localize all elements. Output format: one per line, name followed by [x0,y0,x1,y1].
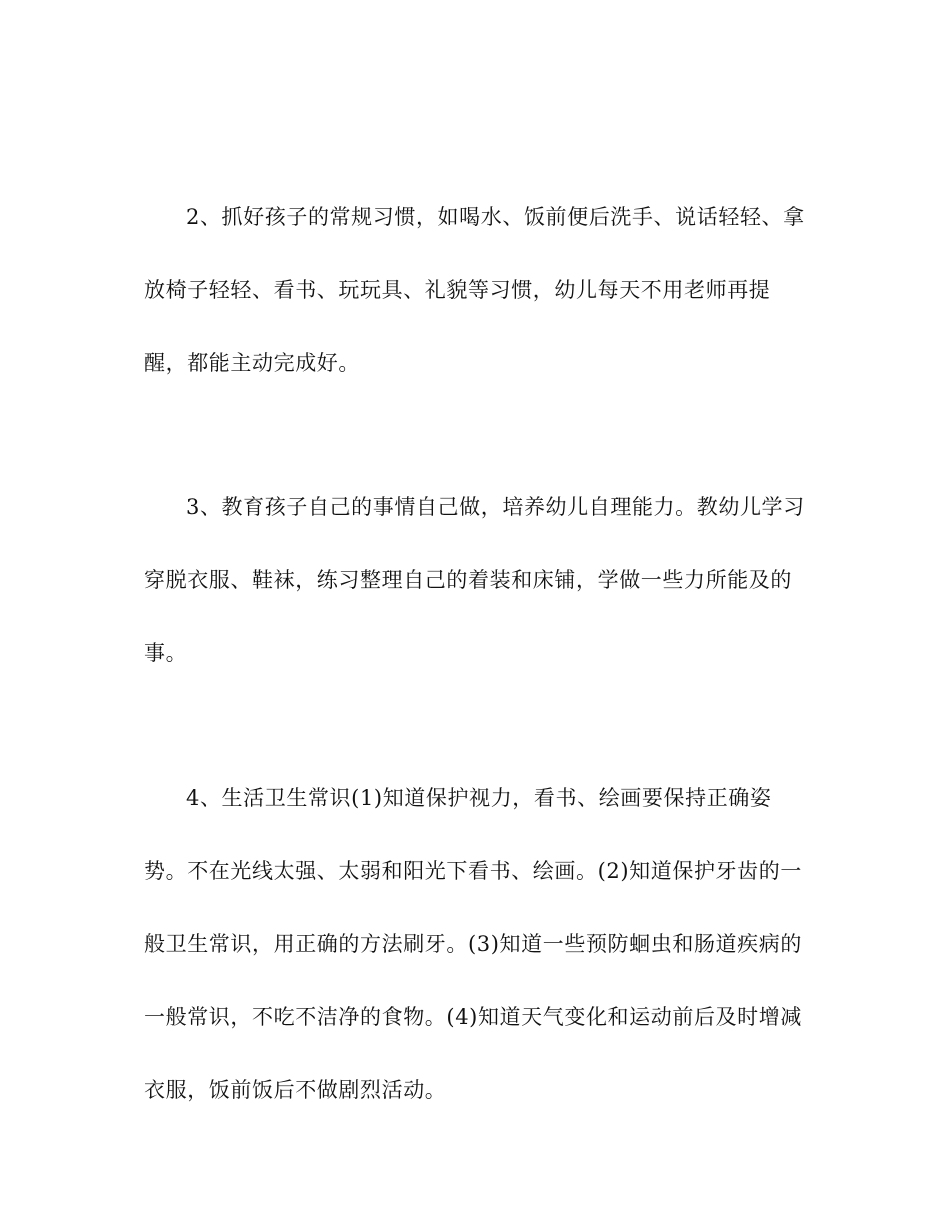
paragraph-4-line-5: 衣服，饭前饭后不做剧烈活动。 [144,1078,447,1102]
paragraph-4-line-4: 一般常识，不吃不洁净的食物。(4)知道天气变化和运动前后及时增减 [144,1005,802,1029]
paragraph-2-line-1: 2、抓好孩子的常规习惯，如喝水、饭前便后洗手、说话轻轻、拿 [186,205,805,229]
paragraph-2-line-3: 醒，都能主动完成好。 [144,351,360,375]
paragraph-4-line-1: 4、生活卫生常识(1)知道保护视力，看书、绘画要保持正确姿 [186,786,772,810]
paragraph-3-line-2: 穿脱衣服、鞋袜，练习整理自己的着装和床铺，学做一些力所能及的 [144,568,792,592]
paragraph-3-line-3: 事。 [144,641,188,665]
paragraph-4-line-2: 势。不在光线太强、太弱和阳光下看书、绘画。(2)知道保护牙齿的一 [144,859,802,883]
paragraph-3-line-1: 3、教育孩子自己的事情自己做，培养幼儿自理能力。教幼儿学习 [186,495,805,519]
paragraph-2-line-2: 放椅子轻轻、看书、玩玩具、礼貌等习惯，幼儿每天不用老师再提 [144,278,771,302]
paragraph-4-line-3: 般卫生常识，用正确的方法刷牙。(3)知道一些预防蛔虫和肠道疾病的 [144,932,802,956]
